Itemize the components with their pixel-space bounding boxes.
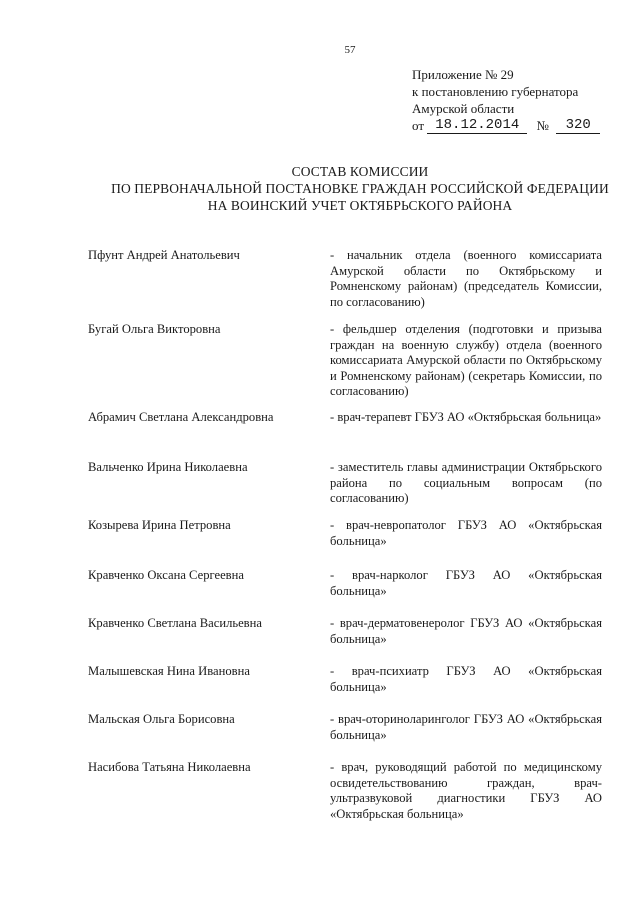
member-name: Кравченко Светлана Васильевна <box>88 616 262 630</box>
appendix-block <box>412 66 600 136</box>
heading-line-2: ПО ПЕРВОНАЧАЛЬНОЙ ПОСТАНОВКЕ ГРАЖДАН РОССИЙСКОЙ ФЕДЕРАЦИИ <box>111 181 609 196</box>
heading-line-3: НА ВОИНСКИЙ УЧЕТ ОКТЯБРЬСКОГО РАЙОНА <box>207 198 513 213</box>
number-sign: № <box>536 118 549 133</box>
member-role: - врач-невропатолог ГБУЗ АО «Октябрьская больница» <box>330 518 602 548</box>
member-name: Козырева Ирина Петровна <box>88 518 231 532</box>
member-name: Насибова Татьяна Николаевна <box>88 760 251 774</box>
member-role: - врач-психиатр ГБУЗ АО «Октябрьская больница» <box>330 664 602 694</box>
member-name: Пфунт Андрей Анатольевич <box>88 248 240 262</box>
member-name: Кравченко Оксана Сергеевна <box>88 568 244 582</box>
document-heading <box>80 163 640 214</box>
decree-date: 18.12.2014 <box>427 118 527 134</box>
member-name: Малышевская Нина Ивановна <box>88 664 250 678</box>
date-prefix: от <box>412 118 425 133</box>
member-role: - фельдшер отделения (подготовки и призыва граждан на военную службу) отдела (военного комиссариата Амурской области по Октябрьскому и Ромненскому районам) (секретарь Комиссии, по согласованию) <box>330 322 602 398</box>
appendix-title: Приложение № 29 <box>412 67 514 82</box>
member-name: Бугай Ольга Викторовна <box>88 322 221 336</box>
member-name: Вальченко Ирина Николаевна <box>88 460 248 474</box>
member-name: Абрамич Светлана Александровна <box>88 410 274 424</box>
decree-number: 320 <box>556 118 600 134</box>
member-role: - начальник отдела (военного комиссариата Амурской области по Октябрьскому и Ромненскому районам) (председатель Комиссии, по согласованию) <box>330 248 602 309</box>
member-role: - врач-дерматовенеролог ГБУЗ АО «Октябрьская больница» <box>330 616 602 646</box>
appendix-decree-line: к постановлению губернатора <box>412 84 579 99</box>
appendix-date-number-line <box>412 117 600 136</box>
member-role: - врач, руководящий работой по медицинскому освидетельствованию граждан, врач-ультразвуковой диагностики ГБУЗ АО «Октябрьская больница» <box>330 760 602 821</box>
member-role: - врач-терапевт ГБУЗ АО «Октябрьская больница» <box>330 410 602 424</box>
page-number: 57 <box>344 44 356 56</box>
heading-line-1: СОСТАВ КОМИССИИ <box>291 164 429 179</box>
member-role: - врач-оториноларинголог ГБУЗ АО «Октябрьская больница» <box>330 712 602 742</box>
member-name: Мальская Ольга Борисовна <box>88 712 235 726</box>
member-role: - заместитель главы администрации Октябрьского района по социальным вопросам (по согласованию) <box>330 460 602 505</box>
appendix-region-line: Амурской области <box>412 101 515 116</box>
member-role: - врач-нарколог ГБУЗ АО «Октябрьская больница» <box>330 568 602 598</box>
